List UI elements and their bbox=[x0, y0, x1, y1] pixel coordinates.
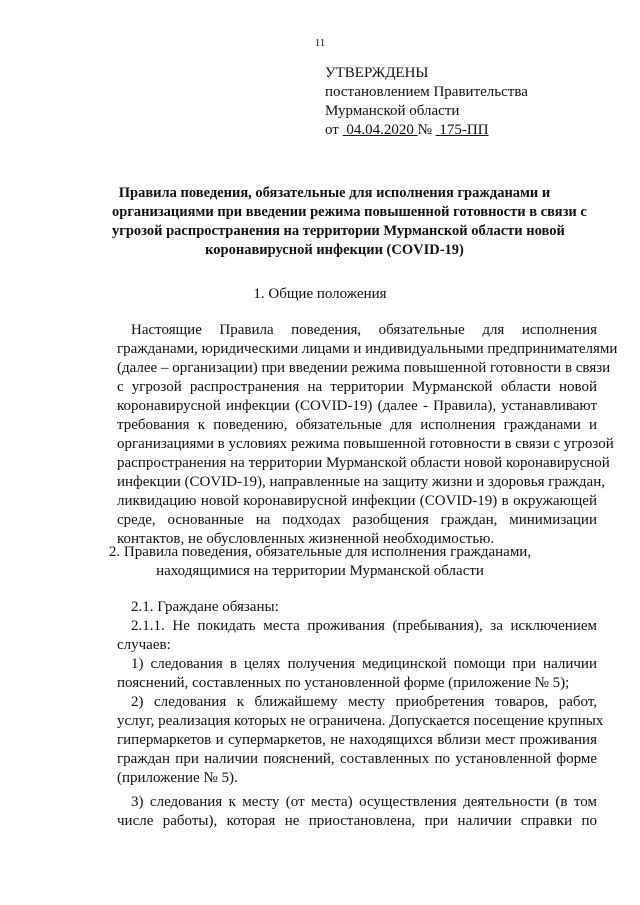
approval-authority: постановлением Правительства bbox=[325, 84, 528, 100]
approval-region: Мурманской области bbox=[325, 103, 460, 119]
section-1-paragraph: Настоящие Правила поведения, обязательные для исполнения гражданами, юридическими лицами и индивидуальными предпринимателями (далее – организации) при введении режима повышенной готовности в связи с угрозой распространения на территории Мурманской области новой коронавирусной инфекции (COVID-19) (далее - Правила), устанавливают требования к поведению, обязательные для исполнения гражданами и организациями в условиях режима повышенной готовности в связи с угрозой распространения на территории Мурманской области новой коронавирусной инфекции (COVID-19), направленные на защиту жизни и здоровья граждан, ликвидацию новой коронавирусной инфекции (COVID-19) в окружающей среде, основанные на подходах разобщения граждан, минимизации контактов, не обусловленных жизненной необходимостью. bbox=[117, 322, 618, 547]
case-2: 2) следования к ближайшему месту приобретения товаров, работ, услуг, реализация которых не ограничена. Допускается посещение крупных гипермаркетов и супермаркетов, не находящихся вблизи мест проживания граждан при наличии пояснений, составленных по установленной форме (приложение № 5). bbox=[117, 694, 604, 786]
item-2-1-1: 2.1.1. Не покидать места проживания (пребывания), за исключением случаев: bbox=[117, 618, 597, 653]
section-2-heading: 2. Правила поведения, обязательные для исполнения гражданами, находящимися на территории Мурманской области bbox=[108, 544, 532, 579]
date-prefix: от bbox=[325, 122, 339, 138]
case-3: 3) следования к месту (от места) осуществления деятельности (в том числе работы), которая не приостановлена, при наличии справки по bbox=[117, 794, 597, 829]
item-2-1: 2.1. Граждане обязаны: bbox=[131, 599, 279, 615]
number-prefix: № bbox=[417, 122, 432, 138]
section-1-heading: 1. Общие положения bbox=[253, 286, 387, 302]
case-1: 1) следования в целях получения медицинской помощи при наличии пояснений, составленных по установленной форме (приложение № 5); bbox=[117, 656, 597, 691]
approval-heading: УТВЕРЖДЕНЫ bbox=[325, 65, 429, 81]
approval-number: 175-ПП bbox=[439, 122, 489, 138]
approval-date-line bbox=[325, 121, 528, 140]
approval-stamp bbox=[325, 64, 528, 140]
page-number: 11 bbox=[314, 37, 326, 49]
document-title: Правила поведения, обязательные для исполнения гражданами и организациями при введении режима повышенной готовности в связи с угрозой распространения на территории Мурманской области новой коронавирусной инфекции (COVID-19) bbox=[112, 185, 587, 258]
approval-date: 04.04.2020 bbox=[346, 122, 414, 138]
